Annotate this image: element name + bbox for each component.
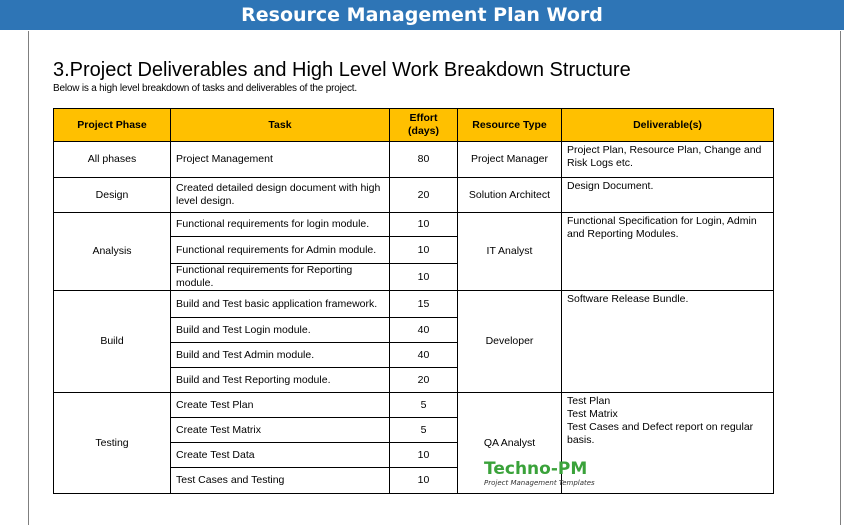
effort-cell: 10 — [390, 237, 458, 264]
resource-cell: Solution Architect — [458, 178, 562, 213]
logo-name: Techno-PM — [484, 459, 588, 479]
effort-cell: 10 — [390, 443, 458, 468]
resource-cell: Developer — [458, 291, 562, 393]
header-task: Task — [171, 109, 390, 142]
document-title-banner: Resource Management Plan Word — [0, 0, 844, 30]
task-cell: Created detailed design document with high level design. — [171, 178, 390, 213]
section-heading: 3.Project Deliverables and High Level Work Breakdown Structure — [53, 59, 631, 81]
table-row — [54, 142, 774, 178]
deliverable-cell: Project Plan, Resource Plan, Change and Risk Logs etc. — [562, 142, 774, 178]
task-cell: Functional requirements for Admin module. — [171, 237, 390, 264]
effort-cell: 20 — [390, 178, 458, 213]
header-project-phase: Project Phase — [54, 109, 171, 142]
page-margin-left — [28, 31, 29, 525]
header-deliverables: Deliverable(s) — [562, 109, 774, 142]
deliverable-line: Test Plan — [567, 395, 611, 407]
effort-cell: 5 — [390, 393, 458, 418]
header-effort: Effort (days) — [390, 109, 458, 142]
effort-cell: 5 — [390, 418, 458, 443]
task-cell: Build and Test Admin module. — [171, 343, 390, 368]
deliverable-cell: Functional Specification for Login, Admin and Reporting Modules. — [562, 213, 774, 291]
phase-cell: Testing — [54, 393, 171, 494]
phase-cell: All phases — [54, 142, 171, 178]
resource-cell: QA Analyst — [458, 393, 562, 494]
resource-cell: IT Analyst — [458, 213, 562, 291]
task-cell: Build and Test Reporting module. — [171, 368, 390, 393]
effort-cell: 10 — [390, 264, 458, 291]
page-margin-right — [840, 31, 841, 525]
effort-cell: 40 — [390, 343, 458, 368]
effort-cell: 40 — [390, 318, 458, 343]
deliverable-cell: Design Document. — [562, 178, 774, 213]
phase-cell: Design — [54, 178, 171, 213]
wbs-table — [53, 108, 774, 494]
task-cell: Create Test Plan — [171, 393, 390, 418]
phase-cell: Build — [54, 291, 171, 393]
task-cell: Build and Test basic application framework. — [171, 291, 390, 318]
effort-cell: 20 — [390, 368, 458, 393]
table-row — [54, 393, 774, 418]
task-cell: Functional requirements for Reporting module. — [171, 264, 390, 291]
effort-cell: 10 — [390, 468, 458, 494]
task-cell: Functional requirements for login module. — [171, 213, 390, 237]
deliverable-cell: Software Release Bundle. — [562, 291, 774, 393]
table-row — [54, 291, 774, 318]
table-row — [54, 213, 774, 237]
resource-cell: Project Manager — [458, 142, 562, 178]
task-cell: Project Management — [171, 142, 390, 178]
task-cell: Build and Test Login module. — [171, 318, 390, 343]
header-resource-type: Resource Type — [458, 109, 562, 142]
section-description: Below is a high level breakdown of tasks and deliverables of the project. — [53, 83, 357, 94]
effort-cell: 15 — [390, 291, 458, 318]
task-cell: Test Cases and Testing — [171, 468, 390, 494]
task-cell: Create Test Matrix — [171, 418, 390, 443]
deliverable-line: Test Matrix — [567, 408, 618, 420]
deliverable-line: Test Cases and Defect report on regular basis. — [567, 421, 754, 446]
effort-cell: 10 — [390, 213, 458, 237]
table-header-row — [54, 109, 774, 142]
techno-pm-logo — [484, 459, 624, 488]
table-row — [54, 178, 774, 213]
task-cell: Create Test Data — [171, 443, 390, 468]
effort-cell: 80 — [390, 142, 458, 178]
phase-cell: Analysis — [54, 213, 171, 291]
logo-tagline: Project Management Templates — [484, 479, 595, 487]
